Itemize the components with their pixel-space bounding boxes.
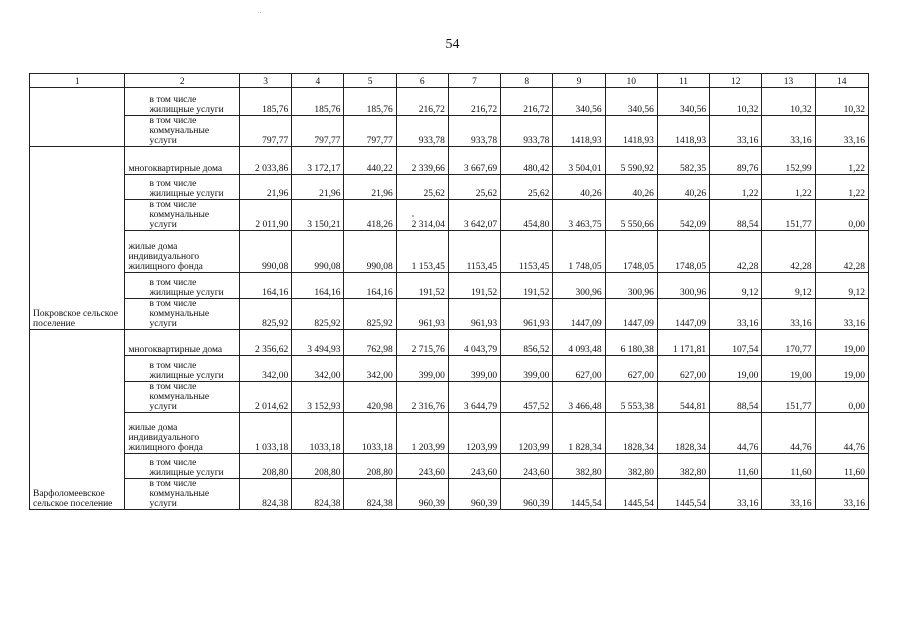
table-cell: 21,96 <box>344 175 396 200</box>
table-cell: 544,81 <box>657 382 709 413</box>
table-cell: 40,26 <box>605 175 657 200</box>
row-label: в том числе жилищные услуги <box>125 454 240 479</box>
table-cell: 457,52 <box>501 382 553 413</box>
table-cell: 3 667,69 <box>448 147 500 175</box>
table-cell: 19,00 <box>815 330 868 356</box>
table-cell: 1153,45 <box>501 231 553 273</box>
table-cell: 1,22 <box>815 147 868 175</box>
table-cell: 19,00 <box>762 356 815 382</box>
table-cell: 1 033,18 <box>239 413 291 454</box>
table-cell: 42,28 <box>762 231 815 273</box>
table-cell: 19,00 <box>815 356 868 382</box>
table-cell: 5 590,92 <box>605 147 657 175</box>
table-cell: 5 553,38 <box>605 382 657 413</box>
table-row <box>30 330 869 356</box>
table-cell: 1418,93 <box>553 116 605 147</box>
table-cell: 243,60 <box>501 454 553 479</box>
table-cell: 797,77 <box>292 116 344 147</box>
table-row <box>30 413 869 454</box>
table-cell: 797,77 <box>344 116 396 147</box>
page-number: 54 <box>445 37 460 52</box>
table-cell: 825,92 <box>292 299 344 330</box>
row-label: в том числе жилищные услуги <box>125 356 240 382</box>
table-cell: 151,77 <box>762 382 815 413</box>
table-row <box>30 454 869 479</box>
table-cell: 582,35 <box>657 147 709 175</box>
table-row <box>30 231 869 273</box>
table-cell: 440,22 <box>344 147 396 175</box>
table-cell: 33,16 <box>815 479 868 510</box>
table-cell: 2 011,90 <box>239 200 291 231</box>
column-header-row <box>30 74 869 88</box>
table-cell: 151,77 <box>762 200 815 231</box>
table-cell: 1447,09 <box>553 299 605 330</box>
table-cell: 961,93 <box>396 299 448 330</box>
table-cell: 1748,05 <box>605 231 657 273</box>
table-cell: 1,22 <box>762 175 815 200</box>
table-cell: 33,16 <box>815 299 868 330</box>
table-cell: 1,22 <box>815 175 868 200</box>
table-row <box>30 200 869 231</box>
table-cell: 11,60 <box>710 454 762 479</box>
row-label: в том числе жилищные услуги <box>125 175 240 200</box>
table-row <box>30 356 869 382</box>
column-header: 13 <box>762 74 815 88</box>
column-header: 8 <box>501 74 553 88</box>
table-cell: 382,80 <box>553 454 605 479</box>
row-label: в том числе коммунальные услуги <box>125 200 240 231</box>
table-body <box>30 88 869 510</box>
table-cell: 42,28 <box>710 231 762 273</box>
table-cell: 454,80 <box>501 200 553 231</box>
table-cell: 1033,18 <box>292 413 344 454</box>
table-cell: 3 466,48 <box>553 382 605 413</box>
column-header: 6 <box>396 74 448 88</box>
table-cell: 88,54 <box>710 200 762 231</box>
table-cell: 825,92 <box>239 299 291 330</box>
table-cell: 418,26 <box>344 200 396 231</box>
table-cell: 824,38 <box>344 479 396 510</box>
row-label: многоквартирные дома <box>125 330 240 356</box>
table-cell: 44,76 <box>710 413 762 454</box>
table-row <box>30 479 869 510</box>
table-cell: 33,16 <box>710 116 762 147</box>
table-cell: 88,54 <box>710 382 762 413</box>
table-cell: 300,96 <box>553 273 605 299</box>
table-cell: 1 153,45 <box>396 231 448 273</box>
table-cell: 340,56 <box>605 88 657 116</box>
table-cell: 191,52 <box>396 273 448 299</box>
column-header: 9 <box>553 74 605 88</box>
table-cell: 25,62 <box>396 175 448 200</box>
table-cell: 33,16 <box>762 479 815 510</box>
table-cell: 1748,05 <box>657 231 709 273</box>
row-label: многоквартирные дома <box>125 147 240 175</box>
table-cell: 33,16 <box>710 299 762 330</box>
table-cell: 107,54 <box>710 330 762 356</box>
table-cell: 2 715,76 <box>396 330 448 356</box>
settlement-name <box>30 88 125 147</box>
table-cell: 1203,99 <box>448 413 500 454</box>
table-cell: 2 339,66 <box>396 147 448 175</box>
table-cell: 11,60 <box>762 454 815 479</box>
table-cell: 33,16 <box>815 116 868 147</box>
table-cell: 990,08 <box>239 231 291 273</box>
table-cell: 3 644,79 <box>448 382 500 413</box>
table-cell: 1445,54 <box>657 479 709 510</box>
table-cell: 399,00 <box>448 356 500 382</box>
table-cell: 164,16 <box>292 273 344 299</box>
column-header: 14 <box>815 74 868 88</box>
table-cell: 21,96 <box>239 175 291 200</box>
table-cell: 0,00 <box>815 200 868 231</box>
table-cell: 2 014,62 <box>239 382 291 413</box>
table-cell: 399,00 <box>501 356 553 382</box>
table-cell: 1418,93 <box>605 116 657 147</box>
table-cell: 0,00 <box>815 382 868 413</box>
table-cell: 342,00 <box>239 356 291 382</box>
table-cell: 10,32 <box>710 88 762 116</box>
scan-speck <box>260 12 261 13</box>
table-cell: 2 356,62 <box>239 330 291 356</box>
column-header: 3 <box>239 74 291 88</box>
table-cell: 542,09 <box>657 200 709 231</box>
table-cell: 2 033,86 <box>239 147 291 175</box>
column-header: 4 <box>292 74 344 88</box>
table-cell: 10,32 <box>815 88 868 116</box>
table-cell: 243,60 <box>448 454 500 479</box>
table-row <box>30 273 869 299</box>
table-cell: 1033,18 <box>344 413 396 454</box>
column-header: 11 <box>657 74 709 88</box>
table-cell: 9,12 <box>762 273 815 299</box>
row-label: жилые дома индивидуального жилищного фонда <box>125 231 240 273</box>
table-cell: 3 504,01 <box>553 147 605 175</box>
table-cell: 10,32 <box>762 88 815 116</box>
table-cell: 4 093,48 <box>553 330 605 356</box>
table-row <box>30 88 869 116</box>
table-cell: 3 494,93 <box>292 330 344 356</box>
table-cell: 185,76 <box>344 88 396 116</box>
table-cell: 1,22 <box>710 175 762 200</box>
table-cell: 185,76 <box>292 88 344 116</box>
table-cell: 1 828,34 <box>553 413 605 454</box>
table-cell: 164,16 <box>239 273 291 299</box>
row-label: в том числе жилищные услуги <box>125 273 240 299</box>
table-cell: 340,56 <box>553 88 605 116</box>
column-header: 10 <box>605 74 657 88</box>
table-cell: 216,72 <box>396 88 448 116</box>
table-cell: 9,12 <box>710 273 762 299</box>
table-cell: 856,52 <box>501 330 553 356</box>
table-cell: 3 150,21 <box>292 200 344 231</box>
column-header: 2 <box>125 74 240 88</box>
table-cell: 382,80 <box>605 454 657 479</box>
table-cell: 25,62 <box>501 175 553 200</box>
table-cell: 44,76 <box>815 413 868 454</box>
table-cell: 480,42 <box>501 147 553 175</box>
table-cell: 960,39 <box>501 479 553 510</box>
table-cell: 825,92 <box>344 299 396 330</box>
table-cell: 152,99 <box>762 147 815 175</box>
table-cell: 1418,93 <box>657 116 709 147</box>
table-cell: 1445,54 <box>605 479 657 510</box>
table-cell: 3 642,07 <box>448 200 500 231</box>
table-row <box>30 382 869 413</box>
row-label: в том числе коммунальные услуги <box>125 116 240 147</box>
settlement-name: Варфоломеевское сельское поселение <box>30 330 125 510</box>
table-cell: 342,00 <box>292 356 344 382</box>
table-row <box>30 299 869 330</box>
table-cell: 990,08 <box>344 231 396 273</box>
row-label: в том числе коммунальные услуги <box>125 382 240 413</box>
table-cell: 191,52 <box>448 273 500 299</box>
column-header: 7 <box>448 74 500 88</box>
table-cell: 990,08 <box>292 231 344 273</box>
column-header: 5 <box>344 74 396 88</box>
table-cell: 19,00 <box>710 356 762 382</box>
table-cell: 627,00 <box>605 356 657 382</box>
table-cell: 21,96 <box>292 175 344 200</box>
table-cell: 933,78 <box>396 116 448 147</box>
table-cell: 797,77 <box>239 116 291 147</box>
row-label: в том числе коммунальные услуги <box>125 479 240 510</box>
table-cell: 216,72 <box>448 88 500 116</box>
table-cell: 40,26 <box>657 175 709 200</box>
table-cell: 9,12 <box>815 273 868 299</box>
table-cell: 1 203,99 <box>396 413 448 454</box>
table-cell: 2 316,76 <box>396 382 448 413</box>
table-cell: 33,16 <box>710 479 762 510</box>
table-cell: 300,96 <box>605 273 657 299</box>
table-cell: 340,56 <box>657 88 709 116</box>
table-cell: 300,96 <box>657 273 709 299</box>
table-cell: 961,93 <box>448 299 500 330</box>
table-cell: 1447,09 <box>605 299 657 330</box>
row-label: в том числе коммунальные услуги <box>125 299 240 330</box>
table-cell: 824,38 <box>292 479 344 510</box>
table-cell: 44,76 <box>762 413 815 454</box>
table-cell: 243,60 <box>396 454 448 479</box>
table-cell: 3 172,17 <box>292 147 344 175</box>
table-row <box>30 116 869 147</box>
table-row <box>30 147 869 175</box>
table-cell: 399,00 <box>396 356 448 382</box>
table-cell: 4 043,79 <box>448 330 500 356</box>
table-cell: 208,80 <box>239 454 291 479</box>
table-cell: 1828,34 <box>605 413 657 454</box>
table-cell: 89,76 <box>710 147 762 175</box>
table-cell: 762,98 <box>344 330 396 356</box>
tariff-table <box>29 73 869 510</box>
table-cell: 2 314,04 <box>396 200 448 231</box>
settlement-name: Покровское сельское поселение <box>30 147 125 330</box>
table-cell: 208,80 <box>344 454 396 479</box>
table-cell: 627,00 <box>553 356 605 382</box>
table-cell: 1 171,81 <box>657 330 709 356</box>
table-cell: 1447,09 <box>657 299 709 330</box>
scan-speck <box>412 215 414 217</box>
table-cell: 3 463,75 <box>553 200 605 231</box>
column-header: 1 <box>30 74 125 88</box>
table-cell: 1445,54 <box>553 479 605 510</box>
table-cell: 33,16 <box>762 116 815 147</box>
table-cell: 1153,45 <box>448 231 500 273</box>
table-cell: 420,98 <box>344 382 396 413</box>
table-cell: 627,00 <box>657 356 709 382</box>
table-cell: 382,80 <box>657 454 709 479</box>
table-cell: 40,26 <box>553 175 605 200</box>
table-cell: 960,39 <box>448 479 500 510</box>
table-cell: 42,28 <box>815 231 868 273</box>
table-cell: 824,38 <box>239 479 291 510</box>
table-cell: 3 152,93 <box>292 382 344 413</box>
table-cell: 208,80 <box>292 454 344 479</box>
table-cell: 342,00 <box>344 356 396 382</box>
row-label: в том числе жилищные услуги <box>125 88 240 116</box>
table-cell: 933,78 <box>501 116 553 147</box>
table-cell: 1 748,05 <box>553 231 605 273</box>
table-row <box>30 175 869 200</box>
table-cell: 961,93 <box>501 299 553 330</box>
table-cell: 185,76 <box>239 88 291 116</box>
table-cell: 191,52 <box>501 273 553 299</box>
table-cell: 933,78 <box>448 116 500 147</box>
row-label: жилые дома индивидуального жилищного фонда <box>125 413 240 454</box>
table-cell: 6 180,38 <box>605 330 657 356</box>
table-cell: 1203,99 <box>501 413 553 454</box>
table-cell: 164,16 <box>344 273 396 299</box>
table-cell: 5 550,66 <box>605 200 657 231</box>
table-cell: 11,60 <box>815 454 868 479</box>
table-cell: 25,62 <box>448 175 500 200</box>
table-cell: 33,16 <box>762 299 815 330</box>
table-cell: 216,72 <box>501 88 553 116</box>
column-header: 12 <box>710 74 762 88</box>
table-cell: 1828,34 <box>657 413 709 454</box>
table-cell: 960,39 <box>396 479 448 510</box>
table-cell: 170,77 <box>762 330 815 356</box>
